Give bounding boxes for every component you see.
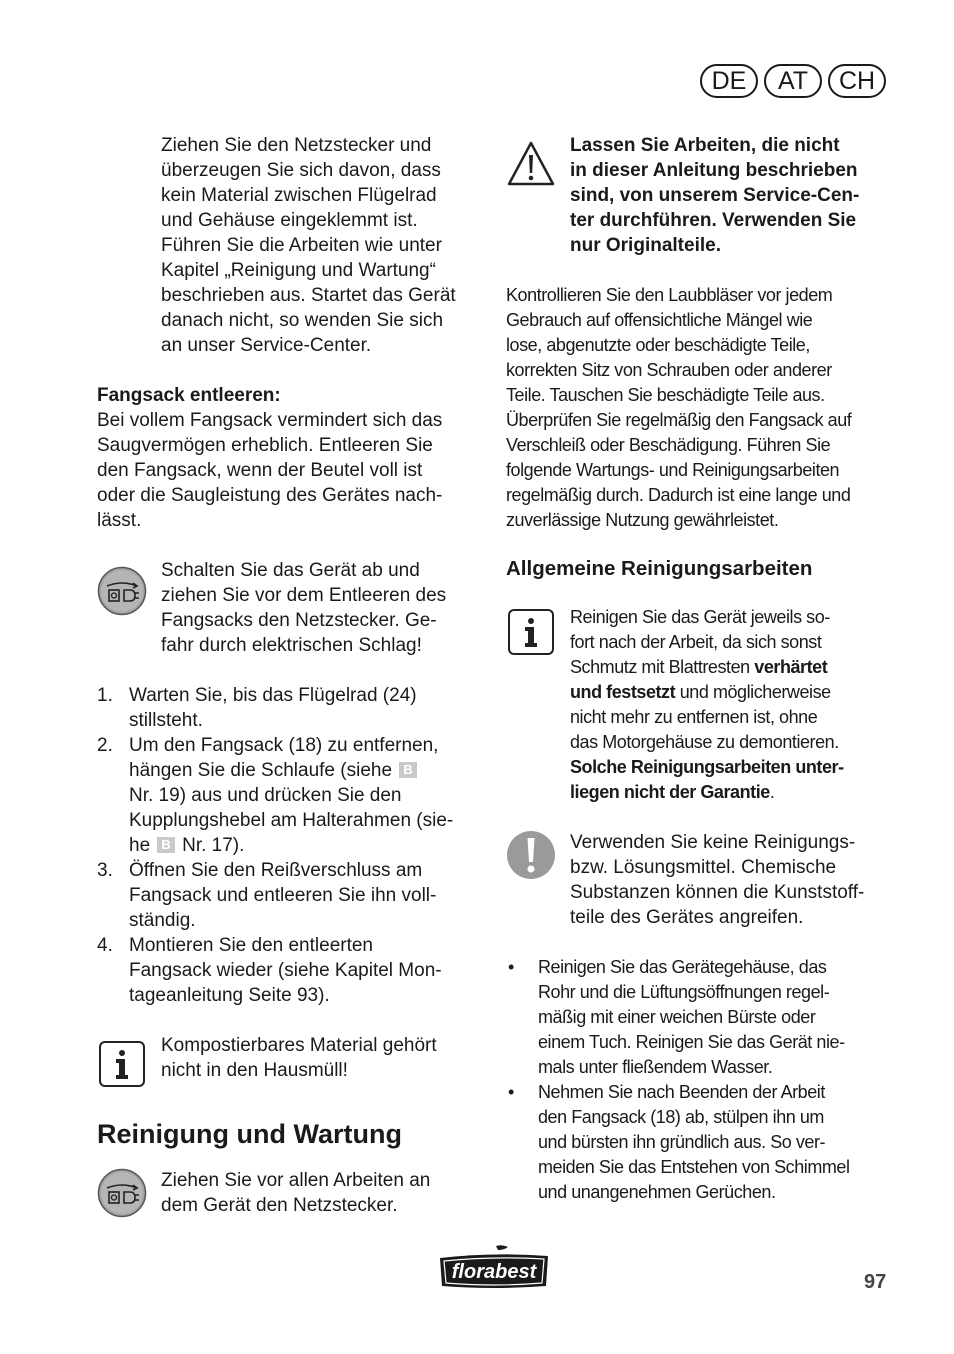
unplug-note-line: Fangsacks den Netzstecker. Ge- <box>161 610 437 631</box>
unplug-note-text <box>161 558 482 658</box>
bullet-line: und unangenehmen Gerüchen. <box>538 1182 776 1202</box>
unplug-note-2-text <box>161 1168 482 1218</box>
fangsack-line: lässt. <box>97 510 142 531</box>
caution-line: Verwenden Sie keine Reinigungs- <box>570 832 856 853</box>
step-number: 3. <box>97 860 113 881</box>
clean-line: nicht mehr zu entfernen ist, ohne <box>570 707 818 727</box>
bullet-line: Reinigen Sie das Gerätegehäuse, das <box>538 957 827 977</box>
warning-note <box>506 133 891 258</box>
step-line: he <box>129 835 151 856</box>
check-line: Kontrollieren Sie den Laubbläser vor jedem <box>506 285 833 305</box>
info-note-compost <box>97 1033 482 1083</box>
fangsack-line: Saugvermögen erheblich. Entleeren Sie <box>97 435 433 456</box>
figure-b-badge: B <box>399 762 416 778</box>
unplug-note-line: fahr durch elektrischen Schlag! <box>161 635 422 656</box>
check-line: Verschleiß oder Beschädigung. Führen Sie <box>506 435 831 455</box>
list-item <box>97 683 482 733</box>
figure-b-badge: B <box>157 837 174 853</box>
bullet-line: den Fangsack (18) ab, stülpen ihn um <box>538 1107 824 1127</box>
intro-line: Führen Sie die Arbeiten wie unter <box>161 235 442 256</box>
page-number: 97 <box>864 1271 887 1293</box>
caution-note <box>506 830 891 930</box>
caution-line: teile des Gerätes angreifen. <box>570 907 804 928</box>
clean-info-note <box>506 605 891 805</box>
step-number: 1. <box>97 685 113 706</box>
clean-line: fort nach der Arbeit, da sich sonst <box>570 632 822 652</box>
unplug-icon <box>97 1168 147 1218</box>
warning-line: Lassen Sie Arbeiten, die nicht <box>570 135 840 156</box>
bullet-line: einem Tuch. Reinigen Sie das Gerät nie- <box>538 1032 845 1052</box>
lang-badge-at: AT <box>764 64 822 98</box>
check-line: zuverlässige Nutzung gewährleistet. <box>506 510 779 530</box>
bullet-dot: • <box>508 957 514 977</box>
step-line: tageanleitung Seite 93). <box>129 985 330 1006</box>
intro-line: überzeugen Sie sich davon, dass <box>161 160 441 181</box>
check-line: regelmäßig durch. Dadurch ist eine lange und <box>506 485 851 505</box>
clean-bold-text: verhärtet <box>754 657 828 677</box>
clean-bold-text: liegen nicht der Garantie <box>570 782 770 802</box>
warning-line: ter durchführen. Verwenden Sie <box>570 210 857 231</box>
warning-line: nur Originalteile. <box>570 235 721 256</box>
clean-line: . <box>769 782 775 802</box>
subheading: Allgemeine Reinigungsarbeiten <box>506 557 813 580</box>
step-line: Um den Fangsack (18) zu entfernen, <box>129 735 439 756</box>
check-line: Teile. Tauschen Sie beschädigte Teile aus. <box>506 385 825 405</box>
step-line: Nr. 17). <box>182 835 245 856</box>
intro-note <box>97 133 482 358</box>
bullet-line: meiden Sie das Entstehen von Schimmel <box>538 1157 850 1177</box>
info-icon <box>506 607 556 657</box>
step-line: Montieren Sie den entleerten <box>129 935 373 956</box>
list-item <box>97 858 482 933</box>
bullet-line: Rohr und die Lüftungsöffnungen regel- <box>538 982 830 1002</box>
intro-line: kein Material zwischen Flügelrad <box>161 185 437 206</box>
intro-line: beschrieben aus. Startet das Gerät <box>161 285 456 306</box>
unplug-note-line: ziehen Sie vor dem Entleeren des <box>161 585 447 606</box>
right-column <box>506 133 891 1205</box>
clean-line: Schmutz mit Blattresten <box>570 657 755 677</box>
info-icon <box>97 1039 147 1089</box>
bullet-line: Nehmen Sie nach Beenden der Arbeit <box>538 1082 825 1102</box>
logo-text: florabest <box>451 1261 537 1283</box>
list-item <box>97 933 482 1008</box>
list-item <box>97 733 482 858</box>
exclamation-circle-icon <box>506 830 556 880</box>
clean-bold-text: Solche Reinigungsarbeiten unter- <box>570 757 844 777</box>
fangsack-heading: Fangsack entleeren: <box>97 385 281 406</box>
language-badges <box>700 64 886 98</box>
unplug-note-line: Schalten Sie das Gerät ab und <box>161 560 420 581</box>
step-number: 2. <box>97 735 113 756</box>
check-text <box>506 283 891 533</box>
clean-line: Reinigen Sie das Gerät jeweils so- <box>570 607 830 627</box>
steps-list <box>97 683 482 1008</box>
step-line: ständig. <box>129 910 196 931</box>
left-column <box>97 133 482 1218</box>
bullet-dot: • <box>508 1082 514 1102</box>
fangsack-line: Bei vollem Fangsack vermindert sich das <box>97 410 443 431</box>
step-line: hängen Sie die Schlaufe (siehe <box>129 760 393 781</box>
bullet-list <box>506 955 891 1205</box>
lang-badge-de: DE <box>700 64 758 98</box>
check-line: Überprüfen Sie regelmäßig den Fangsack auf <box>506 410 852 430</box>
clean-bold-text: und festsetzt <box>570 682 676 702</box>
warning-triangle-icon <box>506 139 556 189</box>
intro-line: Ziehen Sie den Netzstecker und <box>161 135 432 156</box>
intro-line: Kapitel „Reinigung und Wartung“ <box>161 260 436 281</box>
unplug-note-line: Ziehen Sie vor allen Arbeiten an <box>161 1170 431 1191</box>
warning-text <box>570 133 891 258</box>
fangsack-line: oder die Saugleistung des Gerätes nach- <box>97 485 443 506</box>
caution-line: bzw. Lösungsmittel. Chemische <box>570 857 837 878</box>
info-note-line: nicht in den Hausmüll! <box>161 1060 348 1081</box>
intro-line: danach nicht, so wenden Sie sich <box>161 310 444 331</box>
clean-info-text <box>570 605 891 805</box>
fangsack-text <box>97 408 482 533</box>
clean-line: das Motorgehäuse zu demontieren. <box>570 732 839 752</box>
bullet-line: mäßig mit einer weichen Bürste oder <box>538 1007 816 1027</box>
intro-text <box>161 133 482 358</box>
step-line: stillsteht. <box>129 710 203 731</box>
caution-line: Substanzen können die Kunststoff- <box>570 882 865 903</box>
step-line: Kupplungshebel am Halterahmen (sie- <box>129 810 454 831</box>
check-line: korrekten Sitz von Schrauben oder anderer <box>506 360 832 380</box>
section-title: Reinigung und Wartung <box>97 1119 402 1149</box>
bullet-line: mals unter fließendem Wasser. <box>538 1057 773 1077</box>
unplug-icon <box>97 566 147 616</box>
info-note-line: Kompostierbares Material gehört <box>161 1035 437 1056</box>
step-line: Fangsack wieder (siehe Kapitel Mon- <box>129 960 442 981</box>
unplug-note <box>97 558 482 658</box>
step-line: Öffnen Sie den Reißverschluss am <box>129 860 423 881</box>
list-item <box>506 955 891 1080</box>
unplug-note-line: dem Gerät den Netzstecker. <box>161 1195 398 1216</box>
step-number: 4. <box>97 935 113 956</box>
info-note-text <box>161 1033 482 1083</box>
warning-line: sind, von unserem Service-Cen- <box>570 185 860 206</box>
list-item <box>506 1080 891 1205</box>
intro-line: und Gehäuse eingeklemmt ist. <box>161 210 418 231</box>
check-line: lose, abgenutzte oder beschädigte Teile, <box>506 335 810 355</box>
intro-line: an unser Service-Center. <box>161 335 372 356</box>
step-line: Warten Sie, bis das Flügelrad (24) <box>129 685 417 706</box>
bullet-line: und bürsten ihn gründlich aus. So ver- <box>538 1132 826 1152</box>
florabest-logo <box>438 1244 550 1290</box>
caution-text <box>570 830 891 930</box>
check-line: folgende Wartungs- und Reinigungsarbeiten <box>506 460 840 480</box>
clean-line: und möglicherweise <box>675 682 831 702</box>
fangsack-line: den Fangsack, wenn der Beutel voll ist <box>97 460 423 481</box>
step-line: Fangsack und entleeren Sie ihn voll- <box>129 885 437 906</box>
warning-line: in dieser Anleitung beschrieben <box>570 160 858 181</box>
fangsack-section <box>97 383 482 533</box>
lang-badge-ch: CH <box>828 64 886 98</box>
unplug-note-2 <box>97 1168 482 1218</box>
check-line: Gebrauch auf offensichtliche Mängel wie <box>506 310 813 330</box>
step-line: Nr. 19) aus und drücken Sie den <box>129 785 402 806</box>
